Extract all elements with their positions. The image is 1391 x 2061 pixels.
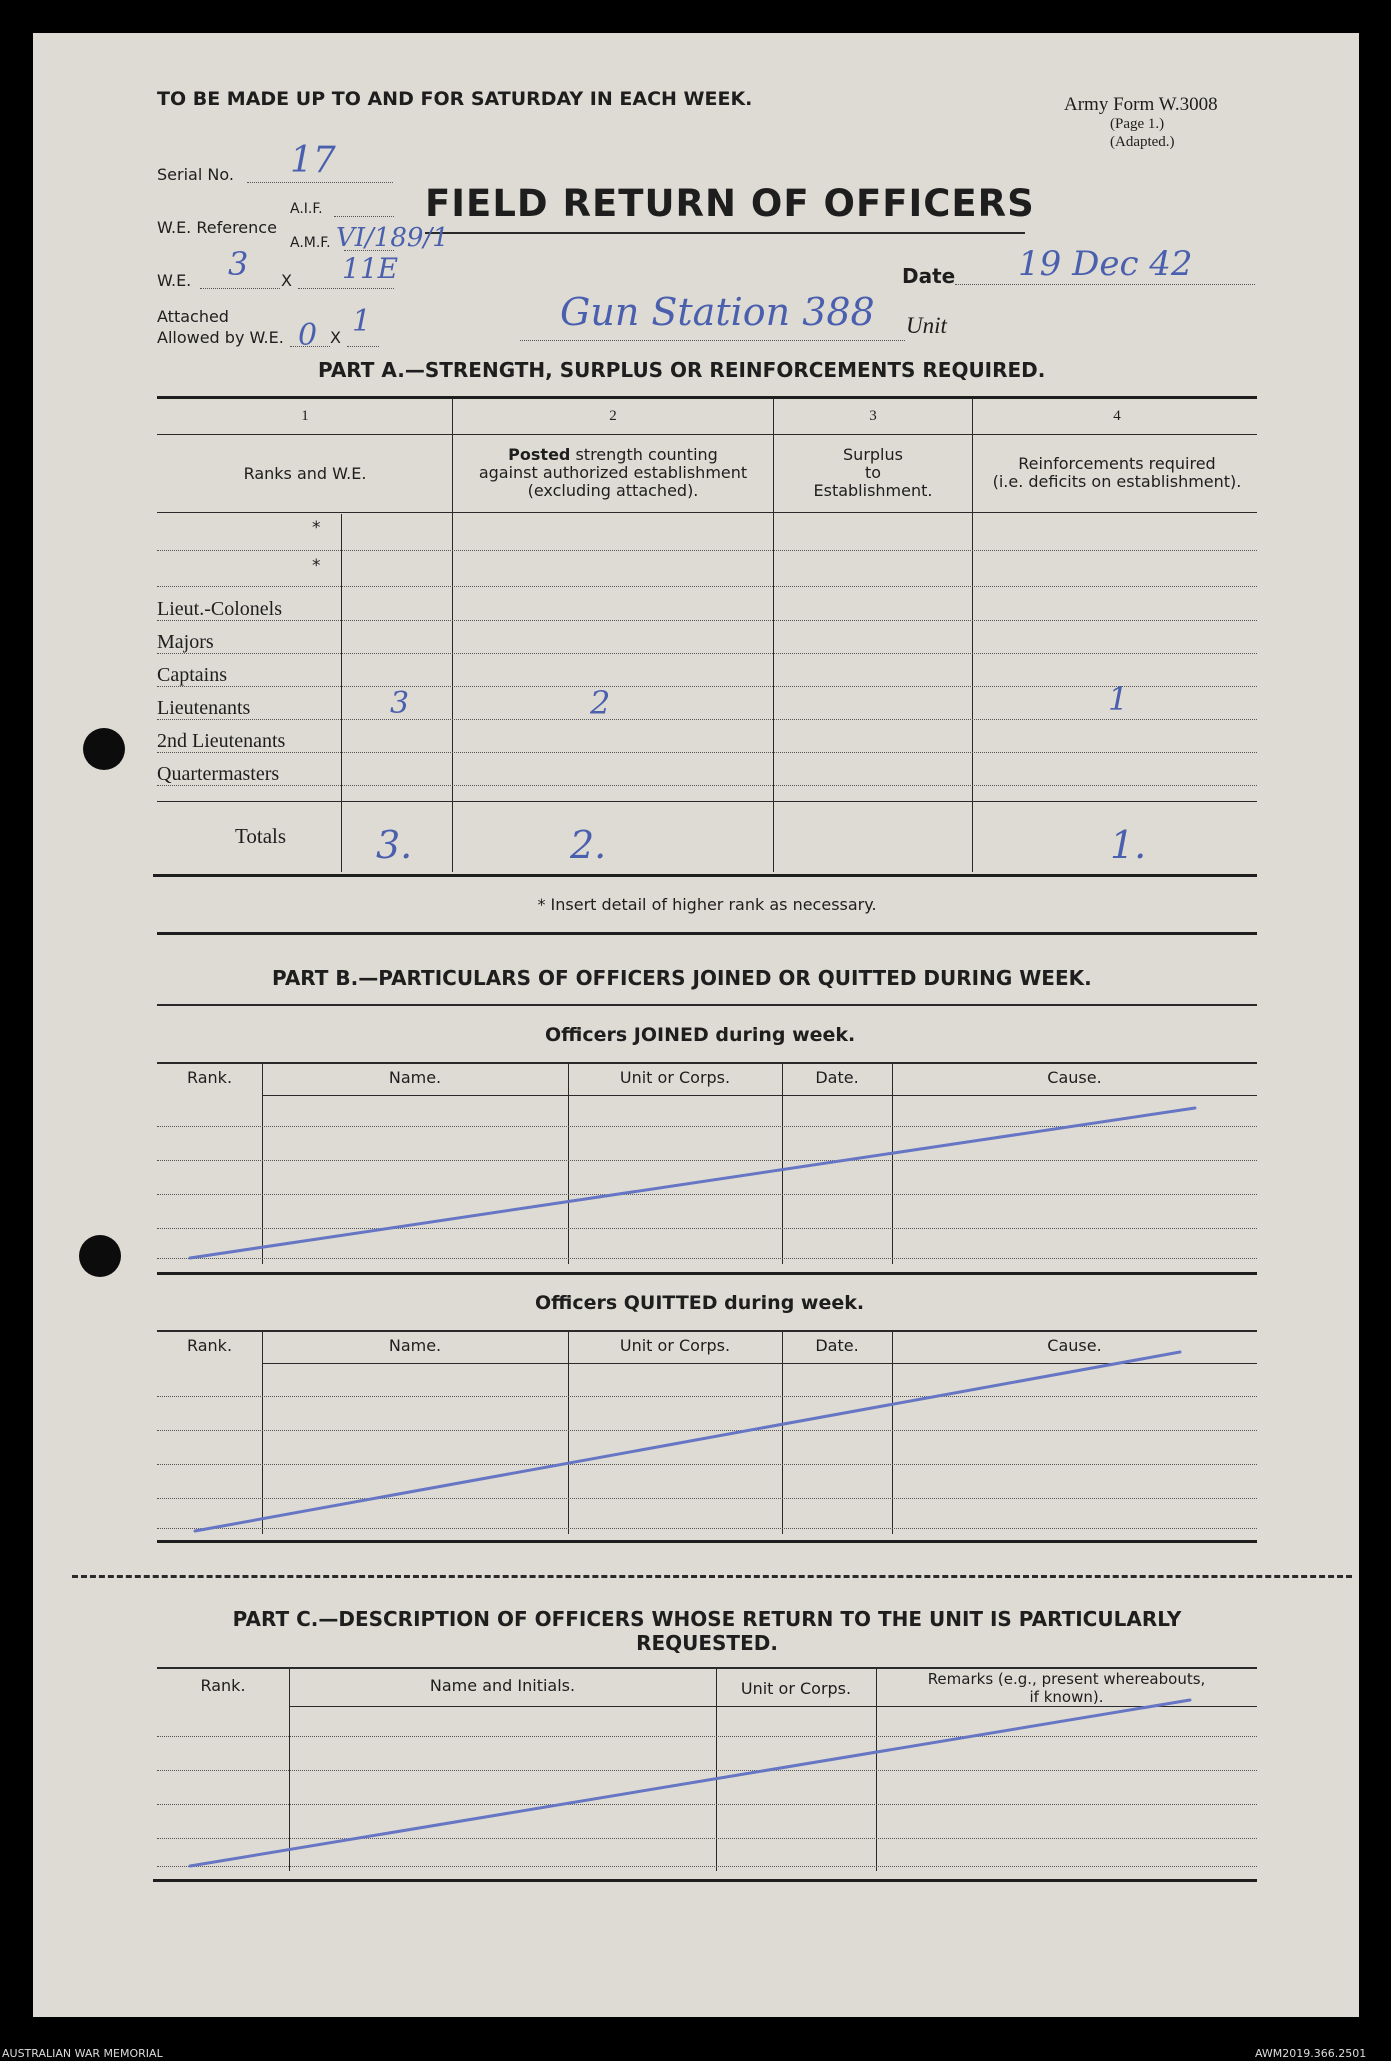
amf-label: A.M.F. — [290, 235, 331, 251]
instruction-text: TO BE MADE UP TO AND FOR SATURDAY IN EACH WEEK. — [157, 88, 753, 110]
strike-joined — [190, 1108, 1195, 1258]
col-surplus-header: Surplus to Establishment. — [813, 445, 933, 500]
rank-row-star-2: * — [312, 556, 321, 576]
col-reinforcements-header: Reinforcements required (i.e. deficits on establishment). — [992, 454, 1242, 491]
we-label: W.E. — [157, 271, 192, 290]
joined-col-unit: Unit or Corps. — [619, 1068, 731, 1087]
form-id: Army Form W.3008 — [1064, 94, 1218, 115]
joined-col-rank: Rank. — [186, 1068, 233, 1087]
part-c-col-rank: Rank. — [200, 1676, 246, 1695]
totals-reinforcements-value: 1. — [1110, 823, 1147, 867]
quitted-col-cause: Cause. — [1047, 1336, 1102, 1355]
lieutenants-posted-value: 2 — [590, 684, 611, 722]
part-c-col-name: Name and Initials. — [429, 1676, 576, 1695]
rank-row-captains: Captains — [157, 664, 227, 686]
strike-part-c — [190, 1700, 1190, 1866]
rank-row-star-1: * — [312, 518, 321, 538]
col-ranks-header: Ranks and W.E. — [243, 464, 367, 483]
aif-label: A.I.F. — [290, 201, 323, 217]
totals-posted-value: 2. — [570, 823, 607, 867]
we-x: X — [281, 271, 292, 290]
rank-row-majors: Majors — [157, 631, 214, 653]
joined-col-cause: Cause. — [1047, 1068, 1102, 1087]
footer-left: AUSTRALIAN WAR MEMORIAL — [2, 2047, 163, 2060]
rank-row-quartermasters: Quartermasters — [157, 763, 280, 785]
amf-value: VI/189/1 — [336, 223, 449, 253]
quitted-heading: Officers QUITTED during week. — [535, 1292, 865, 1314]
quitted-col-name: Name. — [388, 1336, 442, 1355]
rank-row-lieut-colonels: Lieut.-Colonels — [157, 598, 282, 620]
part-c-col-remarks: Remarks (e.g., present whereabouts, if known). — [927, 1670, 1206, 1706]
lieutenants-reinforcements-value: 1 — [1108, 680, 1129, 718]
quitted-col-rank: Rank. — [186, 1336, 233, 1355]
joined-heading: Officers JOINED during week. — [545, 1024, 856, 1046]
col-number-1: 1 — [301, 408, 309, 424]
joined-col-name: Name. — [388, 1068, 442, 1087]
col-number-3: 3 — [869, 408, 877, 424]
form-page: (Page 1.) — [1110, 116, 1165, 132]
attached-label: Attached — [157, 307, 229, 326]
posted-bold: Posted — [508, 445, 571, 464]
rank-row-lieutenants: Lieutenants — [157, 697, 251, 719]
date-label: Date — [902, 264, 956, 288]
rank-row-2nd-lieutenants: 2nd Lieutenants — [157, 730, 286, 752]
lieutenants-we-value: 3 — [390, 686, 410, 721]
col-number-4: 4 — [1113, 408, 1121, 424]
serial-value: 17 — [290, 140, 336, 181]
part-b-heading: PART B.—PARTICULARS OF OFFICERS JOINED OR QUITTED DURING WEEK. — [272, 966, 1092, 990]
part-a-heading: PART A.—STRENGTH, SURPLUS OR REINFORCEMENTS REQUIRED. — [318, 358, 1046, 382]
totals-label: Totals — [235, 824, 287, 848]
allowed-label: Allowed by W.E. — [157, 328, 284, 347]
unit-label: Unit — [906, 313, 947, 338]
quitted-col-unit: Unit or Corps. — [619, 1336, 731, 1355]
posted-line3: (excluding attached). — [527, 481, 699, 500]
part-a-footnote: * Insert detail of higher rank as necessary. — [537, 895, 877, 914]
we-value-b: 11E — [342, 252, 399, 285]
posted-line2: against authorized establishment — [478, 463, 748, 482]
footer-right: AWM2019.366.2501 — [1255, 2047, 1367, 2060]
attached-value-a: 0 — [298, 318, 318, 353]
part-c-col-unit: Unit or Corps. — [740, 1679, 852, 1698]
quitted-col-date: Date. — [815, 1336, 859, 1355]
form-title: FIELD RETURN OF OFFICERS — [425, 182, 1035, 225]
unit-value: Gun Station 388 — [560, 290, 875, 334]
we-reference-label: W.E. Reference — [157, 218, 277, 237]
attached-x: X — [330, 328, 341, 347]
joined-col-date: Date. — [815, 1068, 859, 1087]
form-adapted: (Adapted.) — [1110, 134, 1175, 150]
attached-value-b: 1 — [352, 304, 372, 339]
col-number-2: 2 — [609, 408, 617, 424]
date-value: 19 Dec 42 — [1018, 244, 1193, 284]
posted-rest: strength counting — [570, 445, 718, 464]
serial-label: Serial No. — [157, 165, 234, 184]
totals-we-value: 3. — [376, 823, 413, 867]
we-value-a: 3 — [228, 245, 249, 283]
part-c-heading: PART C.—DESCRIPTION OF OFFICERS WHOSE RETURN TO THE UNIT IS PARTICULARLY REQUESTED. — [232, 1607, 1182, 1655]
strike-quitted — [195, 1352, 1180, 1531]
